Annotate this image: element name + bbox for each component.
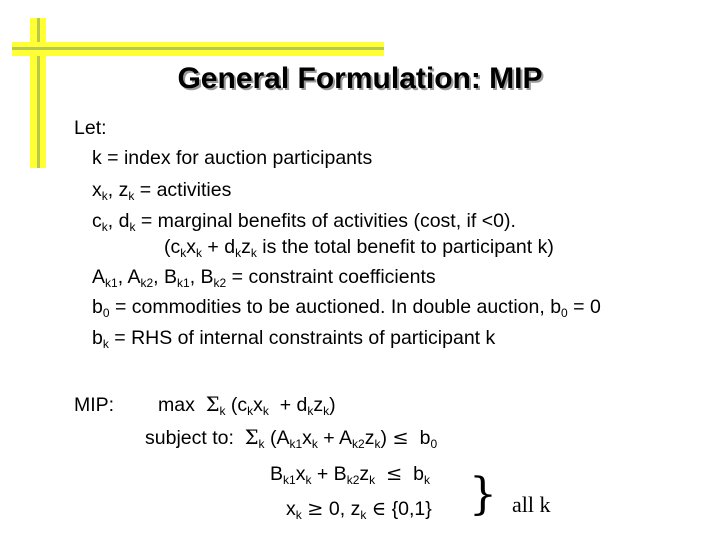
def-b0: $b_0$ = commodities to be auctioned. In double auction, $b_0 = 0$: [92, 296, 601, 320]
slide-title: General Formulation: MIP: [177, 62, 543, 95]
mip-constraint-1: subject to: $\Sigma_k$ $(A_{k1}x_k + A_{k2}z_k) \le b_0$: [145, 426, 438, 451]
def-coefficients: $A_{k1}$, $A_{k2}$, $B_{k1}$, $B_{k2}$ = constraint coefficients: [92, 266, 436, 290]
mip-domain: $x_k \ge 0$, $z_k$ ∈ {0,1}: [286, 497, 432, 522]
def-total-benefit: ($c_kx_k + d_kz_k$ is the total benefit to participant k): [164, 236, 554, 260]
mip-objective: $\max \Sigma_k$ $(c_kx_k + d_kz_k)$: [158, 393, 336, 418]
let-label: Let:: [74, 117, 107, 139]
def-activities: $x_k$, $z_k$ = activities: [92, 179, 232, 203]
mip-constraint-2: $B_{k1}x_k + B_{k2}z_k \le b_k$: [270, 462, 430, 487]
def-k: k = index for auction participants: [92, 147, 373, 169]
right-brace: }: [469, 469, 497, 520]
mip-label: MIP:: [74, 394, 115, 416]
def-benefits: $c_k$, $d_k$ = marginal benefits of activities (cost, if <0).: [92, 210, 516, 234]
all-k-label: all k: [512, 492, 551, 517]
decorative-horizontal-line: [12, 47, 384, 50]
def-bk: $b_k$ = RHS of internal constraints of participant k: [92, 327, 496, 351]
